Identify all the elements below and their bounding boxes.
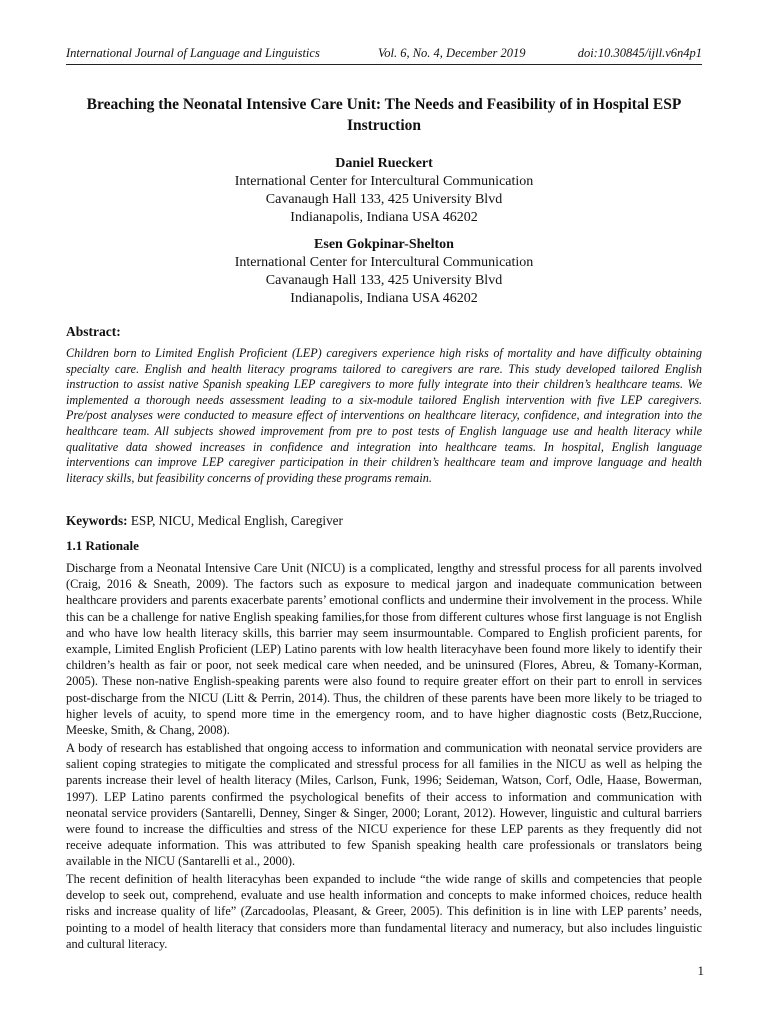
running-header xyxy=(66,46,702,65)
keywords-label: Keywords: xyxy=(66,513,128,528)
author-affiliation: International Center for Intercultural Communication xyxy=(234,255,534,270)
author-name: Esen Gokpinar-Shelton xyxy=(314,237,454,252)
author-block xyxy=(66,155,702,227)
section-heading: 1.1 Rationale xyxy=(66,538,139,553)
body-paragraph: A body of research has established that ongoing access to information and communication with neonatal service providers are salient coping strategies to mitigate the complicated and stressful process for all families in the NICU as well as helping the parents increase their level of health literacy (Miles, Carlson, Funk, 1996; Seideman, Watson, Corf, Odle, Haase, Bowerman, 1997). LEP Latino parents confirmed the psychological benefits of their access to information and communication with neonatal service providers (Santarelli, Denney, Singer & Singer, 2000; Lorant, 2012). However, linguistic and cultural barriers were found to increase the difficulties and stress of the NICU experience for these LEP parents as they frequently did not receive adequate information. This was attributed to few Spanish speaking health care professionals or translators being available in the NICU (Santarelli et al., 2000). xyxy=(66,741,702,869)
page-number: 1 xyxy=(697,963,704,978)
keywords-text: ESP, NICU, Medical English, Caregiver xyxy=(127,513,343,528)
author-city: Indianapolis, Indiana USA 46202 xyxy=(290,291,478,306)
body-paragraph: Discharge from a Neonatal Intensive Care Unit (NICU) is a complicated, lengthy and stressful process for all parents involved (Craig, 2016 & Sneath, 2009). The factors such as exposure to medical jargon and inadequate communication between healthcare providers and parents exacerbate parents’ emotional conflicts and undermine their involvement in the process. While this can be a challenge for native English speaking families,for those from different cultures whose first language is not English and who have low health literacy skills, this barrier may seem insurmountable. Compared to English proficient parents, for example, Limited English Proficient (LEP) Latino parents with low health literacyhave been found more likely to identify their children’s health as fair or poor, not seek medical care when needed, and be uninsured (Flores, Abreu, & Tomany-Korman, 2005). These non-native English-speaking parents were also found to require greater effort on their part to enroll in services post-discharge from the NICU (Litt & Perrin, 2014). Thus, the children of these parents have been more likely to be triaged to higher levels of acuity, to spend more time in the emergency room, and to have higher diagnostic costs (Betz,Ruccione, Meeske, Smith, & Chang, 2008). xyxy=(66,561,702,738)
abstract-heading: Abstract: xyxy=(66,324,121,339)
doi: doi:10.30845/ijll.v6n4p1 xyxy=(577,46,702,60)
author-city: Indianapolis, Indiana USA 46202 xyxy=(290,210,478,225)
author-affiliation: International Center for Intercultural Communication xyxy=(234,174,534,189)
author-address: Cavanaugh Hall 133, 425 University Blvd xyxy=(265,273,503,288)
body-paragraph: The recent definition of health literacyhas been expanded to include “the wide range of skills and competencies that people develop to seek out, comprehend, evaluate and use health information and concepts to make informed choices, reduce health risks and increase quality of life” (Zarcadoolas, Pleasant, & Greer, 2005). This definition is in line with LEP parents’ needs, pointing to a model of health literacy that considers more than fundamental literacy and numeracy, but also includes linguistic and cultural literacy. xyxy=(66,872,702,951)
author-name: Daniel Rueckert xyxy=(335,156,433,171)
paper-title: Breaching the Neonatal Intensive Care Unit: The Needs and Feasibility of in Hospital ESP Instruction xyxy=(86,96,682,134)
keywords xyxy=(66,513,702,529)
abstract-text: Children born to Limited English Proficient (LEP) caregivers experience high risks of mortality and have difficulty obtaining specialty care. English and health literacy programs tailored to caregivers are rare. This study developed tailored English instruction to assist native Spanish speaking LEP caregivers to more fully integrate into their children’s healthcare teams. We implemented a thorough needs assessment leading to a six-module tailored English intervention with five LEP caregivers. Pre/post analyses were conducted to measure effect of interventions on healthcare literacy, confidence, and integration into the healthcare team. All subjects showed improvement from pre to post tests of English language use and health literacy while qualitative data showed increases in confidence and integration into healthcare teams. In hospital, English language interventions can improve LEP caregiver participation in their children’s healthcare team and improve language and health literacy skills, but feasibility concerns of providing these programs remain. xyxy=(66,346,702,485)
author-address: Cavanaugh Hall 133, 425 University Blvd xyxy=(265,192,503,207)
volume-info: Vol. 6, No. 4, December 2019 xyxy=(378,46,526,60)
author-block xyxy=(66,236,702,308)
journal-name: International Journal of Language and Linguistics xyxy=(66,46,320,60)
